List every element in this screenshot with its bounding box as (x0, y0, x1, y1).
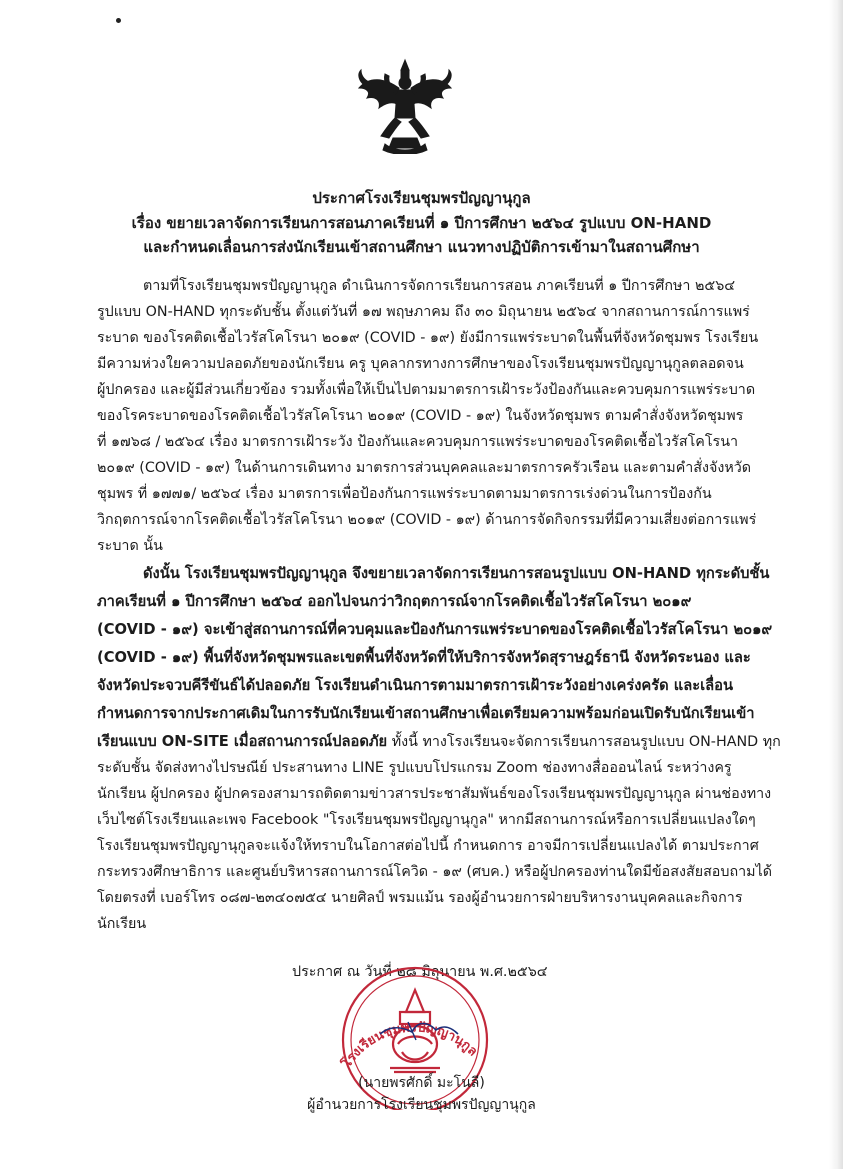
body-line: ของโรคระบาดของโรคติดเชื้อไวรัสโคโรนา ๒๐๑๙ (COVID - ๑๙) ในจังหวัดชุมพร ตามคำสั่งจังหวัดชุมพร (97, 408, 744, 424)
svg-text:โรงเรียนชุมพรปัญญานุกูล (337, 1020, 480, 1071)
body-line: ตามที่โรงเรียนชุมพรปัญญานุกูล ดำเนินการจัดการเรียนการสอน ภาคเรียนที่ ๑ ปีการศึกษา ๒๕๖๔ (143, 278, 736, 294)
signer-name: (นายพรศักดิ์ มะโนลี) (358, 1075, 485, 1091)
body-line-bold: จังหวัดประจวบคีรีขันธ์ได้ปลอดภัย โรงเรียนดำเนินการตามมาตรการเฝ้าระวังอย่างเคร่งครัด และเลื่อน (97, 677, 733, 694)
body-line: กระทรวงศึกษาธิการ และศูนย์บริหารสถานการณ์โควิด - ๑๙ (ศบค.) หรือผู้ปกครองท่านใดมีข้อสงสัยสอบถามได้ (97, 864, 773, 880)
body-line: นักเรียน ผู้ปกครอง ผู้ปกครองสามารถติดตามข่าวสารประชาสัมพันธ์ของโรงเรียนชุมพรปัญญานุกูล ผ่านช่องทาง (97, 786, 772, 802)
body-line-bold: ดังนั้น โรงเรียนชุมพรปัญญานุกูล จึงขยายเวลาจัดการเรียนการสอนรูปแบบ ON-HAND ทุกระดับชั้น (143, 565, 770, 582)
body-line: มีความห่วงใยความปลอดภัยของนักเรียน ครู บุคลากรทางการศึกษาของโรงเรียนชุมพรปัญญานุกูลตลอดจน (97, 356, 744, 372)
body-line: เว็บไซต์โรงเรียนและเพจ Facebook "โรงเรียนชุมพรปัญญานุกูล" หากมีสถานการณ์หรือการเปลี่ยนแปลงใดๆ (97, 812, 756, 828)
body-line: โรงเรียนชุมพรปัญญานุกูลจะแจ้งให้ทราบในโอกาสต่อไปนี้ กำหนดการ อาจมีการเปลี่ยนแปลงได้ ตามประกาศ (97, 838, 759, 854)
garuda-emblem-icon (355, 58, 455, 154)
announcement-title: ประกาศโรงเรียนชุมพรปัญญานุกูล (312, 189, 531, 207)
body-line-bold-part: เรียนแบบ ON-SITE เมื่อสถานการณ์ปลอดภัย (97, 733, 388, 750)
body-line-bold: (COVID - ๑๙) จะเข้าสู่สถานการณ์ที่ควบคุมและป้องกันการแพร่ระบาดของโรคติดเชื้อไวรัสโคโรนา ๒๐๑๙ (97, 621, 773, 638)
body-line-mixed (97, 732, 781, 752)
body-line: นักเรียน (97, 916, 147, 932)
body-line-normal-part: ทั้งนี้ ทางโรงเรียนจะจัดการเรียนการสอนรูปแบบ ON-HAND ทุก (387, 734, 781, 750)
scan-dot (116, 18, 121, 23)
body-line: ที่ ๑๗๖๘ / ๒๕๖๔ เรื่อง มาตรการเฝ้าระวัง ป้องกันและควบคุมการแพร่ระบาดของโรคติดเชื้อไวรัสโคโรนา (97, 434, 738, 450)
signer-position: ผู้อำนวยการโรงเรียนชุมพรปัญญานุกูล (307, 1097, 536, 1113)
body-line: ๒๐๑๙ (COVID - ๑๙) ในด้านการเดินทาง มาตรการส่วนบุคคลและมาตรการครัวเรือน และตามคำสั่งจังหวัด (97, 460, 752, 476)
body-line-bold: (COVID - ๑๙) พื้นที่จังหวัดชุมพรและเขตพื้นที่จังหวัดที่ให้บริการจังหวัดสุราษฎร์ธานี จังหวัดระนอง และ (97, 649, 751, 666)
body-line: ชุมพร ที่ ๑๗๗๑/ ๒๕๖๔ เรื่อง มาตรการเพื่อป้องกันการแพร่ระบาดตามมาตรการเร่งด่วนในการป้องกัน (97, 486, 712, 502)
body-line: รูปแบบ ON-HAND ทุกระดับชั้น ตั้งแต่วันที่ ๑๗ พฤษภาคม ถึง ๓๐ มิถุนายน ๒๕๖๔ จากสถานการณ์การแพร่ (97, 304, 750, 320)
body-line-bold: กำหนดการจากประกาศเดิมในการรับนักเรียนเข้าสถานศึกษาเพื่อเตรียมความพร้อมก่อนเปิดรับนักเรียนเข้า (97, 705, 755, 722)
body-line: ผู้ปกครอง และผู้มีส่วนเกี่ยวข้อง รวมทั้งเพื่อให้เป็นไปตามมาตรการเฝ้าระวังป้องกันและควบคุมการแพร่ระบาด (97, 382, 756, 398)
body-line: ระดับชั้น จัดส่งทางไปรษณีย์ ประสานทาง LINE รูปแบบโปรแกรม Zoom ช่องทางสื่อออนไลน์ ระหว่างครู (97, 760, 732, 776)
body-line: วิกฤตการณ์จากโรคติดเชื้อไวรัสโคโรนา ๒๐๑๙ (COVID - ๑๙) ด้านการจัดกิจกรรมที่มีความเสี่ยงต่อการแพร่ (97, 512, 757, 528)
body-line: โดยตรงที่ เบอร์โทร ๐๘๗-๒๓๔๐๗๕๔ นายศิลป์ พรมแม้น รองผู้อำนวยการฝ่ายบริหารงานบุคคลและกิจการ (97, 890, 743, 906)
school-seal-text: โรงเรียนชุมพรปัญญานุกูล (339, 1020, 481, 1071)
page-edge-shadow (829, 0, 843, 1169)
announcement-subject-line-1: เรื่อง ขยายเวลาจัดการเรียนการสอนภาคเรียนที่ ๑ ปีการศึกษา ๒๕๖๔ รูปแบบ ON-HAND (131, 214, 712, 232)
announcement-subject-line-2: และกำหนดเลื่อนการส่งนักเรียนเข้าสถานศึกษา แนวทางปฏิบัติการเข้ามาในสถานศึกษา (143, 238, 700, 256)
body-line-bold: ภาคเรียนที่ ๑ ปีการศึกษา ๒๕๖๔ ออกไปจนกว่าวิกฤตการณ์จากโรคติดเชื้อไวรัสโคโรนา ๒๐๑๙ (97, 593, 692, 610)
body-line: ระบาด นั้น (97, 538, 163, 554)
announcement-date: ประกาศ ณ วันที่ ๒๘ มิถุนายน พ.ศ.๒๕๖๔ (292, 964, 548, 980)
body-line: ระบาด ของโรคติดเชื้อไวรัสโคโรนา ๒๐๑๙ (COVID - ๑๙) ยังมีการแพร่ระบาดในพื้นที่จังหวัดชุมพร โรงเรียน (97, 330, 759, 346)
